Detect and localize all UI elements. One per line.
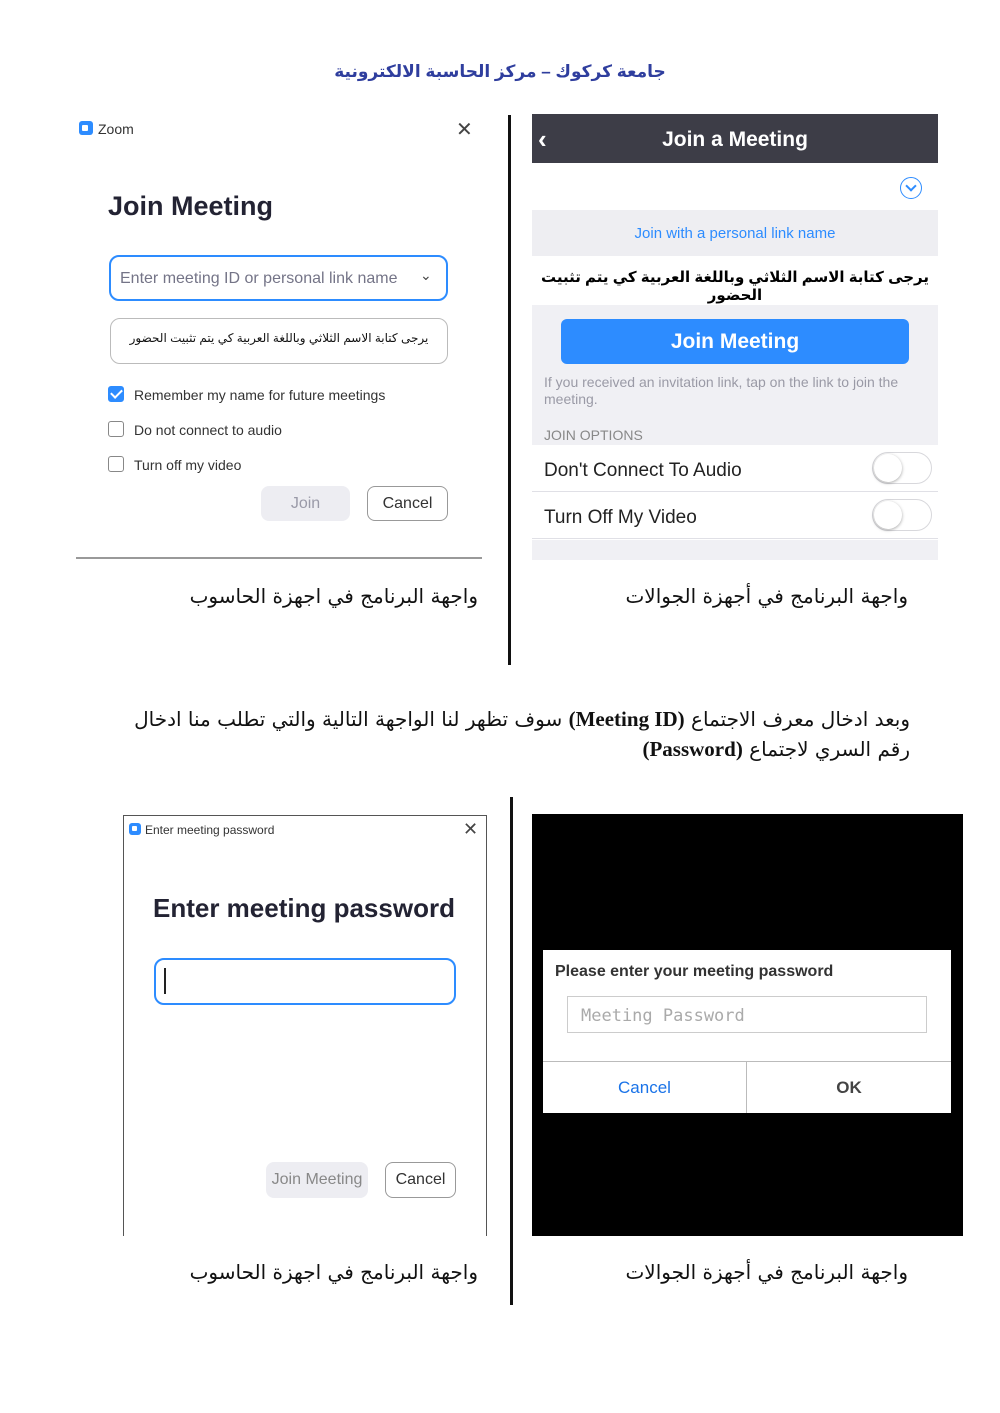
remember-name-label: Remember my name for future meetings [134, 387, 386, 403]
paragraph-part-1: وبعد ادخال معرف الاجتماع [684, 707, 910, 731]
password-input[interactable] [154, 958, 456, 1005]
paragraph-part-2: سوف تظهر لنا الواجهة التالية والتي تطلب منا ادخال رقم السري لاجتماع [134, 707, 910, 761]
instruction-paragraph [120, 704, 910, 764]
document-header: جامعة كركوك – مركز الحاسبة الالكترونية [334, 62, 666, 81]
back-icon[interactable]: ‹ [538, 124, 547, 154]
dialog-ok-button[interactable]: OK [836, 1078, 862, 1097]
dialog-divider [543, 1061, 951, 1062]
no-audio-checkbox[interactable] [108, 421, 124, 437]
password-dialog-title: Please enter your meeting password [555, 963, 834, 980]
desktop-caption: واجهة البرنامج في اجهزة الحاسوب [189, 1260, 478, 1284]
window-app-name: Zoom [98, 121, 134, 137]
mobile-password-placeholder: Meeting Password [581, 1006, 745, 1026]
chevron-down-icon[interactable]: ⌄ [420, 267, 432, 283]
meeting-id-term: (Meeting ID) [568, 707, 685, 731]
video-option-label: Turn Off My Video [544, 507, 697, 528]
no-audio-label: Do not connect to audio [134, 422, 282, 438]
zoom-logo-icon [79, 121, 93, 135]
join-options-header: JOIN OPTIONS [544, 427, 643, 443]
close-icon[interactable]: ✕ [456, 119, 473, 141]
personal-link-label[interactable]: Join with a personal link name [634, 225, 836, 242]
mobile-caption: واجهة البرنامج في أجهزة الجوالات [625, 584, 908, 608]
password-title: Enter meeting password [153, 893, 455, 923]
bottom-divider [510, 797, 513, 1305]
top-divider [508, 115, 511, 665]
join-button[interactable]: Join [261, 486, 350, 521]
mobile-join-button[interactable]: Join Meeting [561, 319, 909, 364]
password-term: (Password) [642, 737, 743, 761]
dialog-cancel-button[interactable]: Cancel [618, 1078, 671, 1097]
close-icon[interactable]: ✕ [463, 819, 479, 839]
desktop-caption: واجهة البرنامج في اجهزة الحاسوب [189, 584, 478, 608]
video-off-label: Turn off my video [134, 457, 242, 473]
cancel-button[interactable]: Cancel [367, 486, 448, 521]
join-meeting-button[interactable]: Join Meeting [266, 1162, 368, 1198]
mobile-footer-band [532, 540, 938, 560]
page-title: Join Meeting [108, 191, 274, 221]
password-window-app-name: Enter meeting password [145, 823, 275, 837]
cancel-button[interactable]: Cancel [385, 1162, 456, 1198]
video-off-checkbox[interactable] [108, 456, 124, 472]
video-toggle[interactable] [872, 499, 932, 531]
invitation-info: If you received an invitation link, tap on the link to join the meeting. [544, 374, 899, 407]
remember-name-checkbox[interactable] [108, 386, 124, 402]
meeting-id-placeholder: Enter meeting ID or personal link name [120, 270, 398, 287]
audio-toggle[interactable] [872, 452, 932, 484]
mobile-title: Join a Meeting [662, 128, 808, 151]
window-bottom-border [76, 557, 482, 559]
mobile-name-input[interactable]: يرجى كتابة الاسم الثلاثي وباللغة العربية كي يتم تثبيت الحضور [540, 269, 930, 304]
text-caret [164, 968, 166, 994]
name-input-value: يرجى كتابة الاسم الثلاثي وباللغة العربية كي يتم تثبيت الحضور [129, 331, 429, 345]
zoom-logo-icon [129, 823, 141, 835]
audio-option-label: Don't Connect To Audio [544, 460, 742, 481]
mobile-caption: واجهة البرنامج في أجهزة الجوالات [625, 1260, 908, 1284]
chevron-down-circle-icon[interactable] [900, 177, 922, 199]
